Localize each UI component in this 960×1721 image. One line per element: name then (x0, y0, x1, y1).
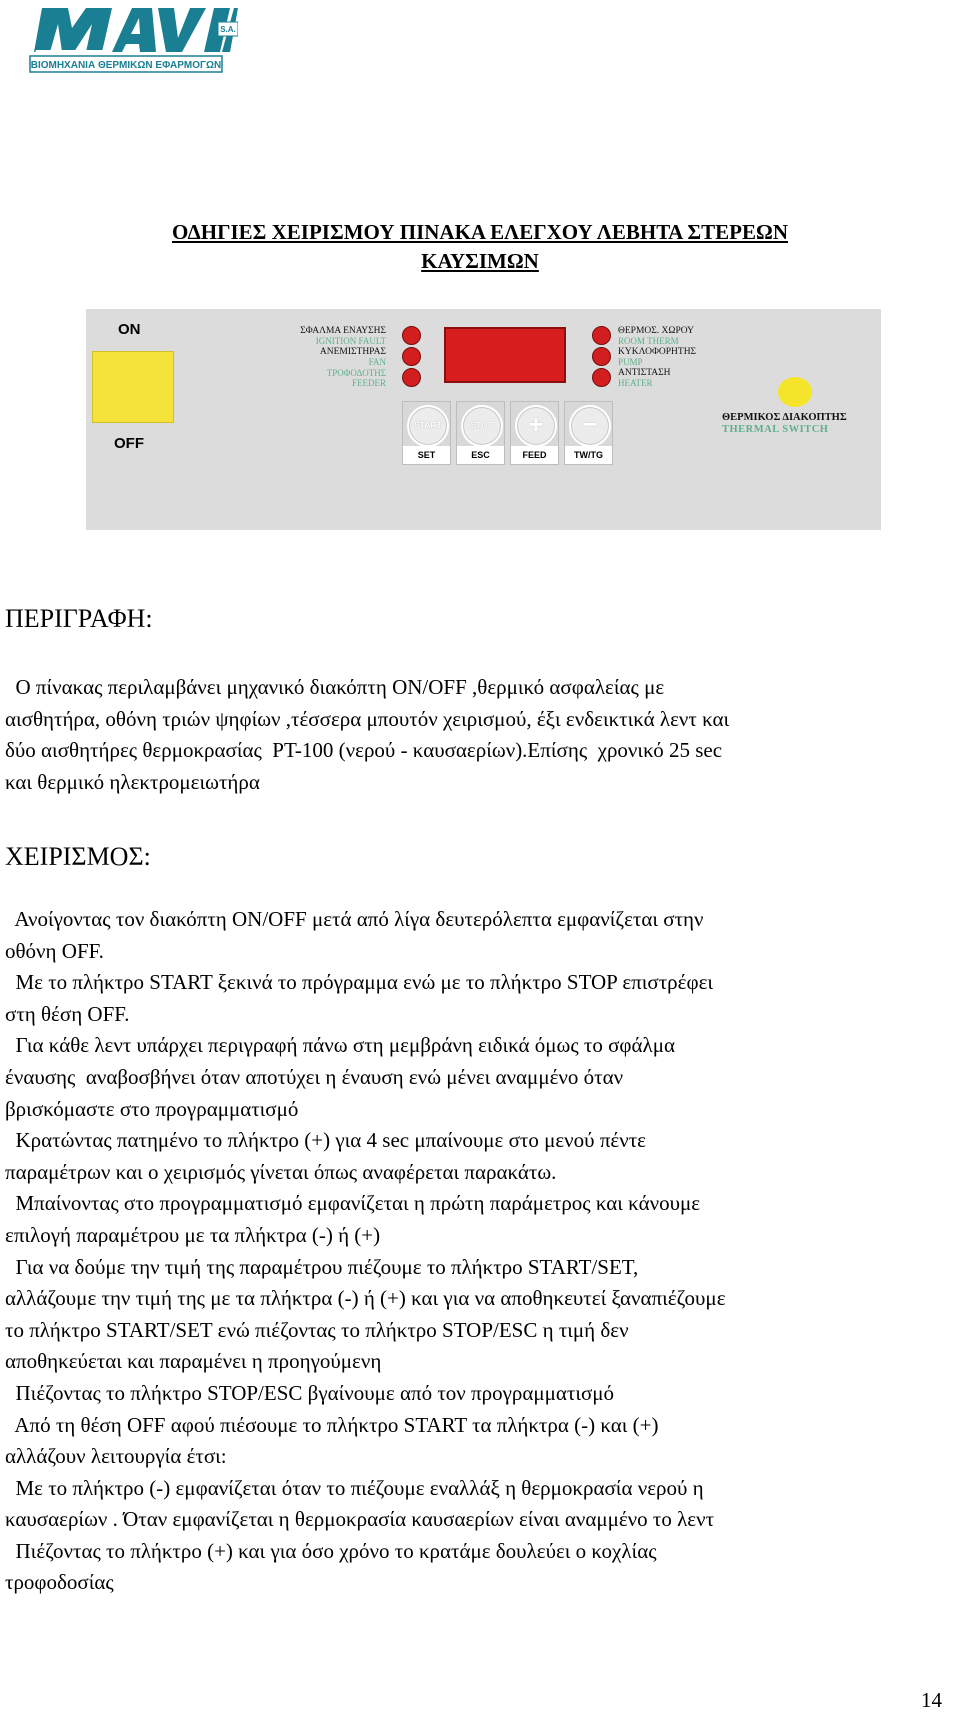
control-panel-diagram (86, 309, 881, 530)
text-line: Πιέζοντας το πλήκτρο (+) και για όσο χρόνο το κρατάμε δουλεύει ο κοχλίας (5, 1538, 657, 1563)
description-heading: ΠΕΡΙΓΡΑΦΗ: (5, 604, 153, 633)
text-line: αποθηκεύεται και παραμένει η προηγούμενη (5, 1349, 382, 1374)
page-number: 14 (921, 1688, 942, 1712)
text-line: Ο πίνακας περιλαμβάνει μηχανικό διακόπτη ON/OFF ,θερμικό ασφαλείας με (5, 675, 665, 699)
ignition-fault-led (402, 326, 421, 345)
text-line: έναυσης αναβοσβήνει όταν αποτύχει η έναυση ενώ μένει αναμμένο όταν (5, 1064, 624, 1089)
text-line: οθόνη OFF. (5, 938, 104, 963)
led-label-ignition-fault: ΣΦΑΛΜΑ ΕΝΑΥΣΗΣ IGNITION FAULT (300, 326, 386, 346)
minus-twtg-key: − TW/TG (564, 401, 613, 465)
heater-led (592, 368, 611, 387)
text-line: δύο αισθητήρες θερμοκρασίας PT-100 (νερού - καυσαερίων).Επίσης χρονικό 25 sec (5, 738, 723, 763)
on-off-switch (92, 351, 174, 423)
on-label: ON (118, 321, 141, 338)
text-line: παραμέτρων και ο χειρισμός γίνεται όπως αναφέρεται παρακάτω. (5, 1159, 557, 1184)
text-line: στη θέση OFF. (5, 1001, 130, 1026)
text-line: τροφοδοσίας (5, 1570, 114, 1595)
text-line: βρισκόμαστε στο προγραμματισμό (5, 1096, 299, 1121)
led-label-fan: ΑΝΕΜΙΣΤΗΡΑΣ FAN (319, 347, 386, 367)
logo-tagline: ΒΙΟΜΗΧΑΝΙΑ ΘΕΡΜΙΚΩΝ ΕΦΑΡΜΟΓΩΝ (30, 60, 222, 71)
led-label-heater: ΑΝΤΙΣΤΑΣΗ HEATER (618, 368, 671, 388)
text-line: καυσαερίων . Όταν εμφανίζεται η θερμοκρασία καυσαερίων είναι αναμμένο το λεντ (5, 1507, 715, 1532)
text-line: Από τη θέση OFF αφού πιέσουμε το πλήκτρο START τα πλήκτρα (-) και (+) (5, 1412, 659, 1437)
fan-led (402, 347, 421, 366)
stop-esc-key: STOP ESC (456, 401, 505, 465)
room-therm-led (592, 326, 611, 345)
pump-led (592, 347, 611, 366)
logo-suffix: S.A. (220, 25, 236, 34)
text-line: Με το πλήκτρο (-) εμφανίζεται όταν το πιέζουμε εναλλάξ η θερμοκρασία νερού η (5, 1475, 704, 1500)
text-line: Πιέζοντας το πλήκτρο STOP/ESC βγαίνουμε από τον προγραμματισμό (5, 1380, 615, 1405)
text-line: Για κάθε λεντ υπάρχει περιγραφή πάνω στη μεμβράνη ειδικά όμως το σφάλμα (5, 1033, 675, 1058)
thermal-switch-label: ΘΕΡΜΙΚΟΣ ΔΙΑΚΟΠΤΗΣ THERMAL SWITCH (722, 412, 847, 435)
text-line: αλλάζουν λειτουργία έτσι: (5, 1444, 227, 1469)
text-line: Κρατώντας πατημένο το πλήκτρο (+) για 4 sec μπαίνουμε στο μενού πέντε (5, 1128, 646, 1153)
text-line: Ανοίγοντας τον διακόπτη ON/OFF μετά από λίγα δευτερόλεπτα εμφανίζεται στην (5, 907, 704, 931)
text-line: Για να δούμε την τιμή της παραμέτρου πιέζουμε το πλήκτρο START/SET, (5, 1254, 639, 1279)
led-label-feeder: ΤΡΟΦΟΔΟΤΗΣ FEEDER (326, 368, 386, 388)
text-line: Μπαίνοντας στο προγραμματισμό εμφανίζεται η πρώτη παράμετρος και κάνουμε (5, 1191, 701, 1216)
plus-feed-key: + FEED (510, 401, 559, 465)
description-paragraph (5, 672, 955, 798)
thermal-switch-indicator (778, 377, 812, 407)
text-line: το πλήκτρο START/SET ενώ πιέζοντας το πλήκτρο STOP/ESC η τιμή δεν (5, 1317, 629, 1342)
operation-heading: ΧΕΙΡΙΣΜΟΣ: (5, 842, 151, 871)
document-title (60, 218, 900, 276)
text-line: Με το πλήκτρο START ξεκινά το πρόγραμμα ενώ με το πλήκτρο STOP επιστρέφει (5, 970, 714, 995)
text-line: αλλάζουμε την τιμή της με τα πλήκτρα (-) ή (+) και για να αποθηκευτεί ξαναπιέζουμε (5, 1286, 726, 1311)
title-line-2: ΚΑΥΣΙΜΩΝ (421, 249, 539, 273)
start-set-key: START SET (402, 401, 451, 465)
operation-paragraph (5, 904, 955, 1599)
led-label-pump: ΚΥΚΛΟΦΟΡΗΤΗΣ PUMP (618, 347, 697, 367)
feeder-led (402, 368, 421, 387)
text-line: αισθητήρα, οθόνη τριών ψηφίων ,τέσσερα μπουτόν χειρισμού, έξι ενδεικτικά λεντ και (5, 706, 730, 731)
off-label: OFF (114, 435, 144, 452)
led-label-room-therm: ΘΕΡΜΟΣ. ΧΩΡΟΥ ROOM THERM (618, 326, 694, 346)
company-logo (28, 4, 238, 76)
title-line-1: ΟΔΗΓΙΕΣ ΧΕΙΡΙΣΜΟΥ ΠΙΝΑΚΑ ΕΛΕΓΧΟΥ ΛΕΒΗΤΑ ΣΤΕΡΕΩΝ (172, 220, 788, 244)
text-line: και θερμικό ηλεκτρομειωτήρα (5, 769, 260, 794)
text-line: επιλογή παραμέτρου με τα πλήκτρα (-) ή (+) (5, 1222, 381, 1247)
three-digit-display (444, 327, 566, 383)
